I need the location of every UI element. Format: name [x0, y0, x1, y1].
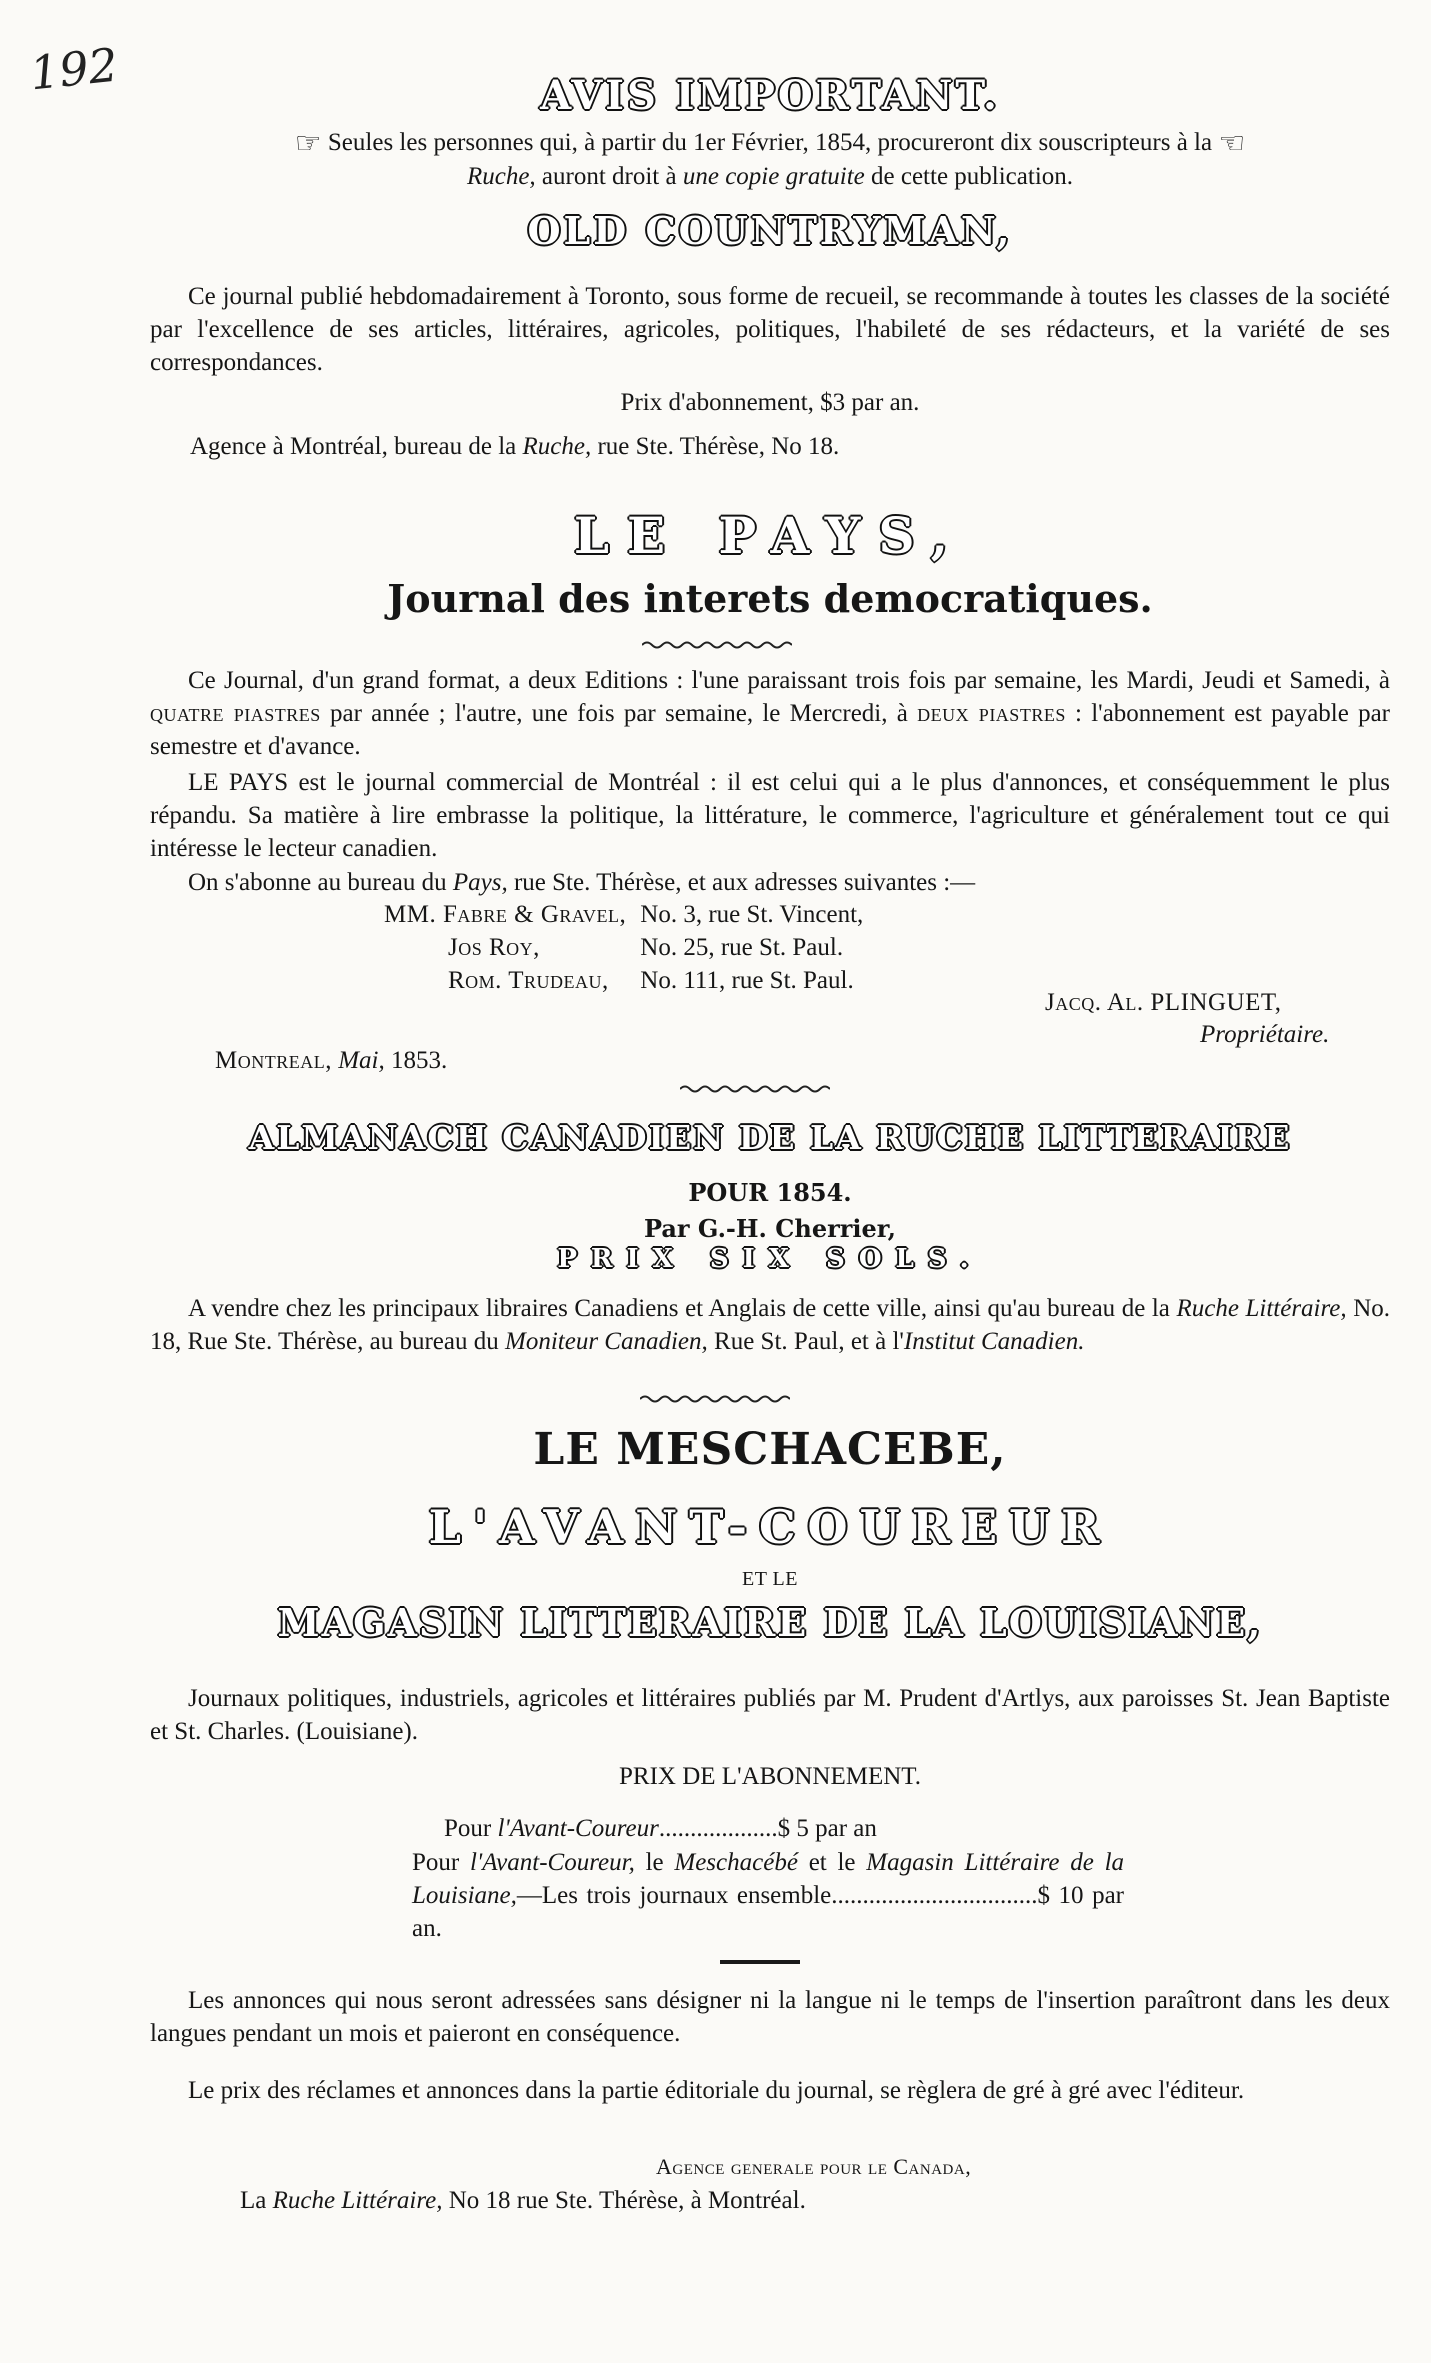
p3-pays: Pays, — [452, 869, 508, 896]
agent-row — [384, 964, 877, 997]
notice-annonces: Les annonces qui nous seront adressées sans désigner ni la langue ni le temps de l'insertion paraîtront dans les deux langues pendant un mois et paieront en conséquence. — [150, 1987, 1390, 2047]
almanach-text-2: No. 18, Rue Ste. Thérèse, au bureau du — [150, 1295, 1391, 1355]
wavy-divider — [642, 640, 792, 650]
le-pays-paragraph-2: LE PAYS est le journal commercial de Montréal : il est celui qui a le plus d'annonces, et conséquemment le plus répandu. Sa matière à lire embrasse la politique, la littérature, le commerce, l'agriculture et généralement tout ce qui intéresse le lecteur canadien. — [150, 769, 1390, 862]
p3-text: On s'abonne au bureau du — [188, 869, 453, 896]
agent-address: No. 3, rue St. Vincent, — [640, 901, 864, 928]
le-pays-title-block — [150, 506, 1390, 565]
proprietor-title: Propriétaire. — [1200, 1021, 1330, 1048]
agent-address: No. 111, rue St. Paul. — [640, 967, 854, 994]
almanach-institut: Institut Canadien. — [903, 1328, 1085, 1355]
le-pays-subtitle-block — [150, 576, 1390, 621]
avis-title: AVIS IMPORTANT. — [540, 72, 1000, 119]
almanach-price-block — [150, 1244, 1390, 1274]
almanach-title: ALMANACH CANADIEN DE LA RUCHE LITTERAIRE — [248, 1118, 1292, 1157]
agence-ruche-litteraire: Ruche Littéraire, — [272, 2187, 443, 2214]
dateline-city: Montreal, — [215, 1047, 332, 1074]
section-rule — [720, 1960, 800, 1964]
agent-name: MM. Fabre & Gravel, — [384, 901, 627, 928]
avis-copie-gratuite: une copie gratuite — [682, 163, 865, 190]
meschacebe-title-block — [150, 1424, 1390, 1475]
old-countryman-text: Ce journal publié hebdomadairement à Toronto, sous forme de recueil, se recommande à toutes les classes de la société par l'excellence de ses articles, littéraires, agricoles, politiques, l'habileté de ses rédacteurs, et la variété de ses correspondances. — [150, 283, 1390, 376]
handwritten-page-number: 192 — [27, 37, 121, 101]
almanach-ruche: Ruche Littéraire, — [1176, 1295, 1347, 1322]
price-row-1-dots: ................... — [658, 1815, 778, 1842]
agence-la: La — [240, 2187, 273, 2214]
avis-ruche: Ruche, — [466, 163, 536, 190]
meschacebe-title: LE MESCHACEBE, — [533, 1424, 1007, 1475]
agent-name: Rom. Trudeau, — [448, 967, 609, 994]
old-countryman-price: Prix d'abonnement, $3 par an. — [620, 389, 920, 416]
avis-line1: Seules les personnes qui, à partir du 1er Février, 1854, procureront dix souscripteurs à la — [327, 129, 1213, 156]
avant-coureur-title-block — [150, 1500, 1390, 1554]
agence-ruche: Ruche, — [522, 433, 592, 460]
old-countryman-agence — [190, 430, 1390, 463]
price-row-2 — [412, 1846, 1124, 1945]
avis-notice — [150, 126, 1390, 193]
meschacebe-description: Journaux politiques, industriels, agricoles et littéraires publiés par M. Prudent d'Artlys, aux paroisses St. Jean Baptiste et St. Charles. (Louisiane). — [150, 1685, 1390, 1745]
price-row-2-pour: Pour — [412, 1849, 470, 1876]
avis-title-block — [150, 72, 1390, 119]
pointing-hand-left-icon: ☜ — [1218, 127, 1246, 160]
price-row-2-text: le — [634, 1849, 675, 1876]
notice-prix-reclames: Le prix des réclames et annonces dans la partie éditoriale du journal, se règlera de gré à gré avec l'éditeur. — [188, 2077, 1245, 2104]
agent-name: Jos Roy, — [448, 934, 540, 961]
wavy-divider — [680, 1084, 830, 1094]
dateline-month: Mai, — [331, 1047, 385, 1074]
price-row-1-title: l'Avant-Coureur — [497, 1815, 659, 1842]
p1-text: Ce Journal, d'un grand format, a deux Editions : l'une paraissant trois fois par semaine, les Mardi, Jeudi et Samedi, à — [188, 667, 1390, 694]
avant-coureur-title: L'AVANT-COUREUR — [428, 1500, 1112, 1554]
almanach-price: PRIX SIX SOLS. — [557, 1244, 983, 1274]
le-pays-title: LE PAYS, — [573, 506, 967, 565]
p3-text-2: rue Ste. Thérèse, et aux adresses suivantes :— — [507, 869, 976, 896]
price-row-2-ensemble: —Les trois journaux ensemble — [516, 1882, 832, 1909]
magasin-title: MAGASIN LITTERAIRE DE LA LOUISIANE, — [277, 1600, 1263, 1645]
agence-address-text: No 18 rue Ste. Thérèse, à Montréal. — [442, 2187, 806, 2214]
almanach-text-1: A vendre chez les principaux libraires Canadiens et Anglais de cette ville, ainsi qu'au bureau de la — [188, 1295, 1177, 1322]
price-row-2-magasin: Magasin Littéraire de la Louisiane, — [412, 1849, 1125, 1909]
almanach-text — [150, 1292, 1390, 1358]
avis-text: auront droit à — [535, 163, 683, 190]
agents-table — [384, 898, 877, 997]
price-row-1-price: $ 5 par an — [777, 1815, 877, 1842]
le-pays-subtitle: Journal des interets democratiques. — [387, 576, 1153, 621]
almanach-author: Par G.-H. Cherrier, — [643, 1214, 897, 1243]
price-row-2-avant-coureur: l'Avant-Coureur, — [469, 1849, 635, 1876]
p1-deux-piastres: deux piastres — [917, 700, 1066, 727]
avis-text-end: de cette publication. — [864, 163, 1074, 190]
agent-address: No. 25, rue St. Paul. — [640, 934, 844, 961]
wavy-divider — [640, 1394, 790, 1404]
magasin-title-block — [150, 1600, 1390, 1645]
old-countryman-title: OLD COUNTRYMAN, — [527, 208, 1013, 253]
le-pays-dateline — [215, 1044, 447, 1077]
agence-generale-address — [240, 2184, 806, 2217]
agent-row — [384, 931, 877, 964]
almanach-moniteur: Moniteur Canadien, — [505, 1328, 708, 1355]
almanach-text-3: Rue St. Paul, et à l' — [707, 1328, 904, 1355]
le-pays-paragraph-3 — [150, 866, 1390, 899]
agence-text: Agence à Montréal, bureau de la — [190, 433, 523, 460]
p1-quatre-piastres: quatre piastres — [150, 700, 321, 727]
p1-text-3: : l'abonnement est payable par semestre et d'avance. — [150, 700, 1390, 760]
price-row-2-dots: ................................. — [831, 1882, 1038, 1909]
proprietor-name — [1045, 986, 1282, 1019]
agence-generale-heading: Agence generale pour le Canada, — [656, 2154, 972, 2179]
old-countryman-title-block — [150, 208, 1390, 253]
et-le-text: ET LE — [741, 1568, 798, 1590]
dateline-year: 1853. — [384, 1047, 448, 1074]
price-row-1 — [444, 1812, 1184, 1845]
price-row-2-meschacebe: Meschacébé — [674, 1849, 798, 1876]
pointing-hand-right-icon: ☞ — [294, 127, 322, 160]
proprietor: Jacq. Al. PLINGUET, — [1045, 989, 1282, 1016]
almanach-title-block — [150, 1118, 1390, 1157]
agence-address: rue Ste. Thérèse, No 18. — [591, 433, 840, 460]
prix-abonnement-heading: PRIX DE L'ABONNEMENT. — [619, 1763, 921, 1790]
price-row-2-text-2: et le — [797, 1849, 867, 1876]
agent-row — [384, 898, 877, 931]
p1-text-2: par année ; l'autre, une fois par semaine, le Mercredi, à — [320, 700, 918, 727]
price-row-2-price: $ 10 par an. — [412, 1882, 1125, 1942]
price-row-1-pour: Pour — [444, 1815, 498, 1842]
almanach-year: POUR 1854. — [688, 1178, 852, 1207]
le-pays-paragraph-1 — [150, 664, 1390, 763]
